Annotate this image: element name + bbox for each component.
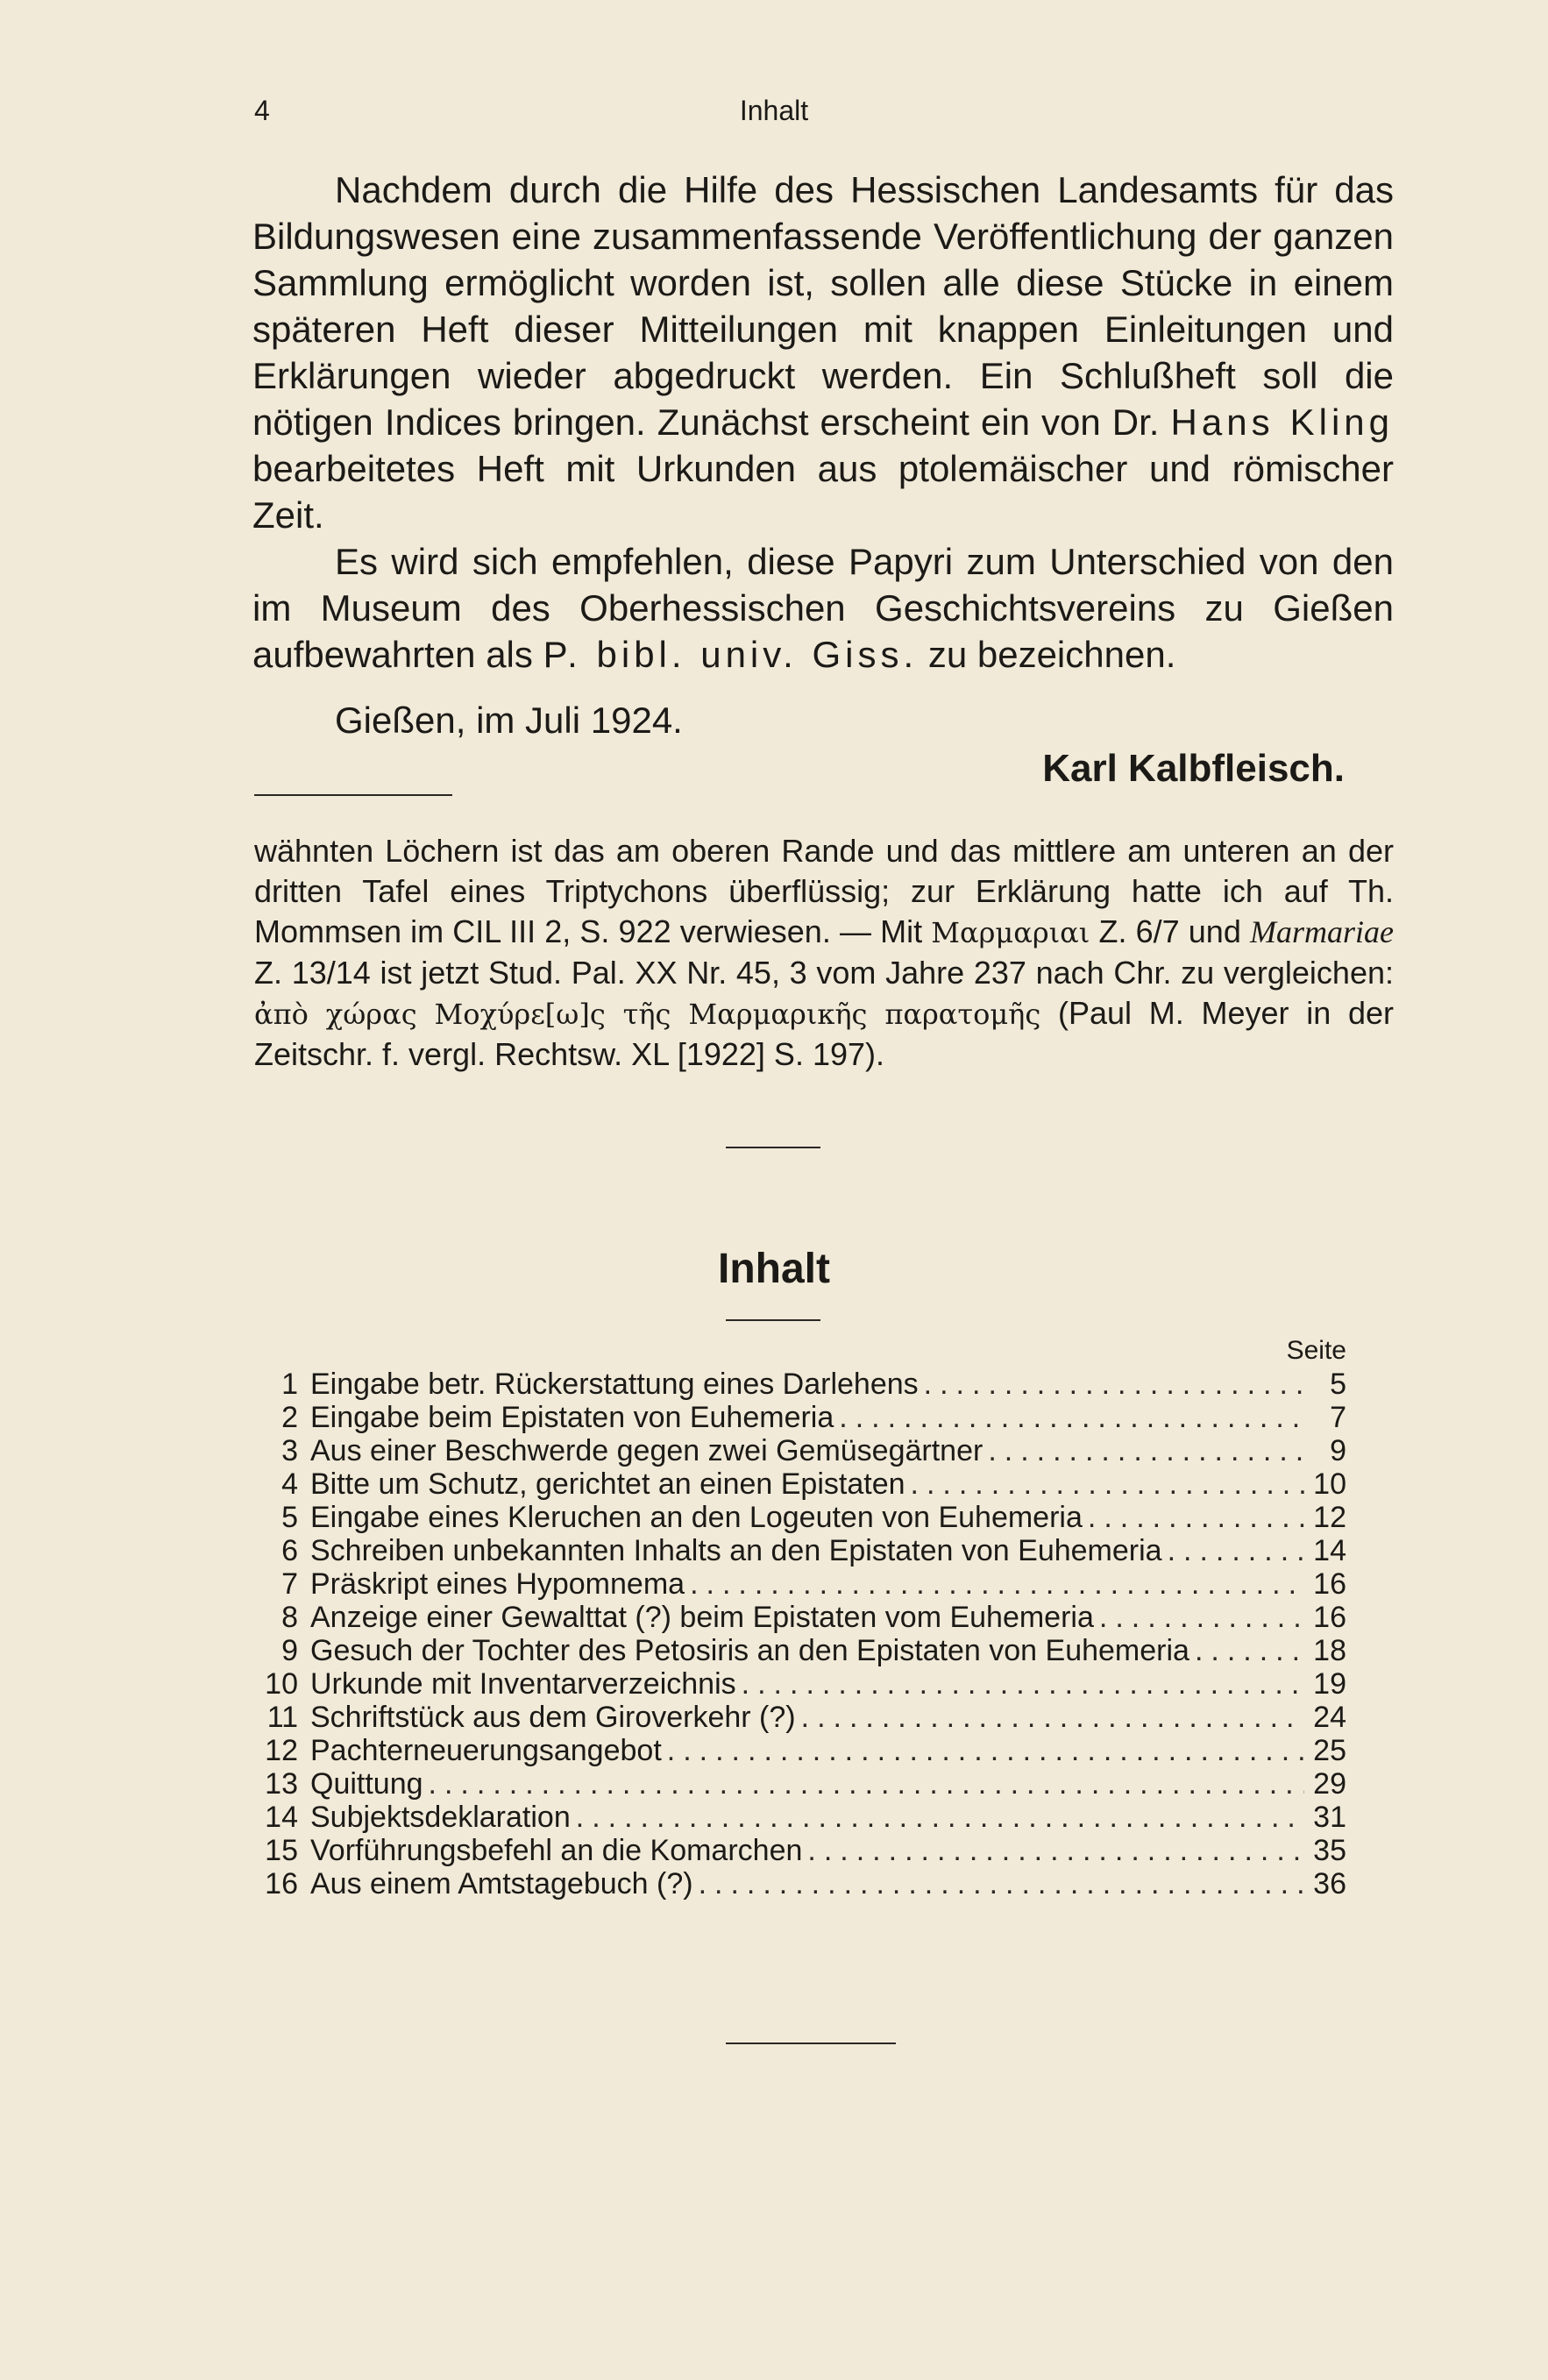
toc-entry-title: Eingabe eines Kleruchen an den Logeuten von Euhemeria	[310, 1501, 1083, 1534]
toc-leader-dots	[919, 1368, 1304, 1401]
collection-abbreviation: P. bibl. univ. Giss.	[543, 634, 919, 675]
toc-entry	[254, 1567, 1346, 1601]
toc-entry	[254, 1634, 1346, 1667]
toc-entry-number: 12	[265, 1734, 298, 1767]
latin-term: Marmariae	[1249, 914, 1394, 949]
toc-entry	[254, 1767, 1346, 1801]
toc-entry-page: 19	[1313, 1667, 1346, 1701]
toc-entry-number: 15	[265, 1834, 298, 1867]
toc-entry	[254, 1368, 1346, 1401]
place-date: Gießen, im Juli 1924.	[335, 700, 683, 741]
toc-entry-page: 29	[1313, 1767, 1346, 1801]
toc-entry-title: Schriftstück aus dem Giroverkehr (?)	[310, 1701, 796, 1734]
page-column-label: Seite	[1286, 1336, 1346, 1365]
toc-leader-dots	[1083, 1501, 1304, 1534]
toc-leader-dots	[1189, 1634, 1304, 1667]
toc-leader-dots	[802, 1834, 1304, 1867]
toc-entry-page: 5	[1330, 1368, 1346, 1401]
toc-leader-dots	[834, 1401, 1304, 1434]
toc-entry-page: 25	[1313, 1734, 1346, 1767]
toc-entry	[254, 1667, 1346, 1701]
toc-entry-title: Aus einem Amtstagebuch (?)	[310, 1867, 693, 1900]
toc-heading: Inhalt	[718, 1246, 830, 1292]
toc-entry-number: 2	[281, 1401, 298, 1434]
toc-entry-title: Präskript eines Hypomnema	[310, 1567, 685, 1601]
toc-entry-page: 16	[1313, 1567, 1346, 1601]
toc-leader-dots	[983, 1434, 1304, 1467]
toc-entry	[254, 1434, 1346, 1467]
toc-entry-page: 16	[1313, 1601, 1346, 1634]
toc-entry-page: 12	[1313, 1501, 1346, 1534]
toc-leader-dots	[905, 1467, 1304, 1501]
toc-entry-page: 24	[1313, 1701, 1346, 1734]
running-head	[0, 95, 1548, 139]
toc-entry-title: Bitte um Schutz, gerichtet an einen Epistaten	[310, 1467, 905, 1501]
toc-entry-page: 7	[1330, 1401, 1346, 1434]
toc-entry	[254, 1701, 1346, 1734]
toc-leader-dots	[736, 1667, 1304, 1701]
toc-entry-title: Eingabe beim Epistaten von Euhemeria	[310, 1401, 834, 1434]
toc-entry-title: Schreiben unbekannten Inhalts an den Epistaten von Euhemeria	[310, 1534, 1162, 1567]
heading-underline	[726, 1319, 820, 1321]
toc-leader-dots	[423, 1767, 1304, 1801]
editor-name: Hans Kling	[1170, 401, 1395, 443]
toc-leader-dots	[1094, 1601, 1304, 1634]
toc-entry-page: 31	[1313, 1801, 1346, 1834]
toc-entry	[254, 1467, 1346, 1501]
greek-term: Μαρμαριαι	[931, 916, 1090, 949]
toc-entry-title: Quittung	[310, 1767, 423, 1801]
greek-quotation: ἀπὸ χώρας Μοχύρε[ω]ς τῆς Μαρμαρικῆς παρατομῆς	[254, 998, 1041, 1031]
toc-entry	[254, 1834, 1346, 1867]
toc-entry-title: Gesuch der Tochter des Petosiris an den Epistaten von Euhemeria	[310, 1634, 1189, 1667]
toc-entry-page: 35	[1313, 1834, 1346, 1867]
divider-rule	[726, 1147, 820, 1148]
toc-leader-dots	[796, 1701, 1304, 1734]
toc-entry-page: 14	[1313, 1534, 1346, 1567]
toc-entry-number: 16	[265, 1867, 298, 1900]
toc-leader-dots	[693, 1867, 1304, 1900]
toc-entry	[254, 1401, 1346, 1434]
toc-entry	[254, 1867, 1346, 1900]
preface-paragraph-2: Es wird sich empfehlen, diese Papyri zum Unterschied von den im Museum des Oberhessischen Geschichtsvereins zu Gießen aufbewahrten als P. bibl. univ. Giss. zu bezeichnen.	[252, 541, 1394, 675]
toc-entry-title: Subjektsdeklaration	[310, 1801, 571, 1834]
toc-entry-title: Eingabe betr. Rückerstattung eines Darlehens	[310, 1368, 919, 1401]
toc-entry-number: 8	[281, 1601, 298, 1634]
toc-entry-number: 11	[266, 1701, 298, 1734]
toc-entry-title: Anzeige einer Gewalttat (?) beim Epistaten vom Euhemeria	[310, 1601, 1094, 1634]
toc-leader-dots	[662, 1734, 1304, 1767]
toc-entry	[254, 1534, 1346, 1567]
toc-entry	[254, 1601, 1346, 1634]
toc-entry-page: 36	[1313, 1867, 1346, 1900]
toc-entry-page: 18	[1313, 1634, 1346, 1667]
footnote: wähnten Löchern ist das am oberen Rande und das mittlere am unteren an der dritten Tafel eines Triptychons überflüssig; zur Erklärung hatte ich auf Th. Mommsen im CIL III 2, S. 922 verwiesen. — Mit Μαρμαριαι Z. 6/7 und Marmariae Z. 13/14 ist jetzt Stud. Pal. XX Nr. 45, 3 vom Jahre 237 nach Chr. zu vergleichen: ἀπὸ χώρας Μοχύρε[ω]ς τῆς Μαρμαρικῆς παρατομῆς (Paul M. Meyer in der Zeitschr. f. vergl. Rechtsw. XL [1922] S. 197).	[254, 833, 1394, 1072]
toc-entry-number: 9	[281, 1634, 298, 1667]
toc-entry-number: 3	[281, 1434, 298, 1467]
toc-entry-page: 10	[1313, 1467, 1346, 1501]
toc-entry-title: Urkunde mit Inventarverzeichnis	[310, 1667, 736, 1701]
toc-entry-number: 14	[265, 1801, 298, 1834]
toc-entry	[254, 1734, 1346, 1767]
footnote-rule	[254, 794, 452, 796]
toc-entry-number: 1	[281, 1368, 298, 1401]
toc-entry-number: 13	[265, 1767, 298, 1801]
page-number: 4	[254, 95, 270, 126]
toc-entry	[254, 1801, 1346, 1834]
toc-entry-number: 4	[281, 1467, 298, 1501]
toc-entry-page: 9	[1330, 1434, 1346, 1467]
toc-entry	[254, 1501, 1346, 1534]
toc-leader-dots	[685, 1567, 1304, 1601]
toc-entry-number: 5	[281, 1501, 298, 1534]
toc-entry-number: 7	[281, 1567, 298, 1601]
toc-leader-dots	[571, 1801, 1304, 1834]
preface-paragraph-1: Nachdem durch die Hilfe des Hessischen Landesamts für das Bildungswesen eine zusammenfassende Veröffentlichung der ganzen Sammlung ermöglicht worden ist, sollen alle diese Stücke in einem späteren Heft dieser Mitteilungen mit knappen Einleitungen und Erklärungen wieder abgedruckt werden. Ein Schlußheft soll die nötigen Indices bringen. Zunächst erscheint ein von Dr. Hans Kling bearbeitetes Heft mit Urkunden aus ptolemäischer und römischer Zeit.	[252, 169, 1395, 536]
toc-entry-number: 6	[281, 1534, 298, 1567]
closing-rule	[726, 2043, 896, 2044]
signature: Karl Kalbfleisch.	[1042, 747, 1345, 790]
toc-entry-number: 10	[265, 1667, 298, 1701]
toc-entry-title: Vorführungsbefehl an die Komarchen	[310, 1834, 803, 1867]
toc-leader-dots	[1162, 1534, 1304, 1567]
toc-entry-title: Aus einer Beschwerde gegen zwei Gemüsegärtner	[310, 1434, 983, 1467]
toc-entry-title: Pachterneuerungsangebot	[310, 1734, 662, 1767]
preface-text	[252, 167, 1394, 678]
table-of-contents	[254, 1368, 1346, 1900]
running-title: Inhalt	[739, 95, 809, 126]
